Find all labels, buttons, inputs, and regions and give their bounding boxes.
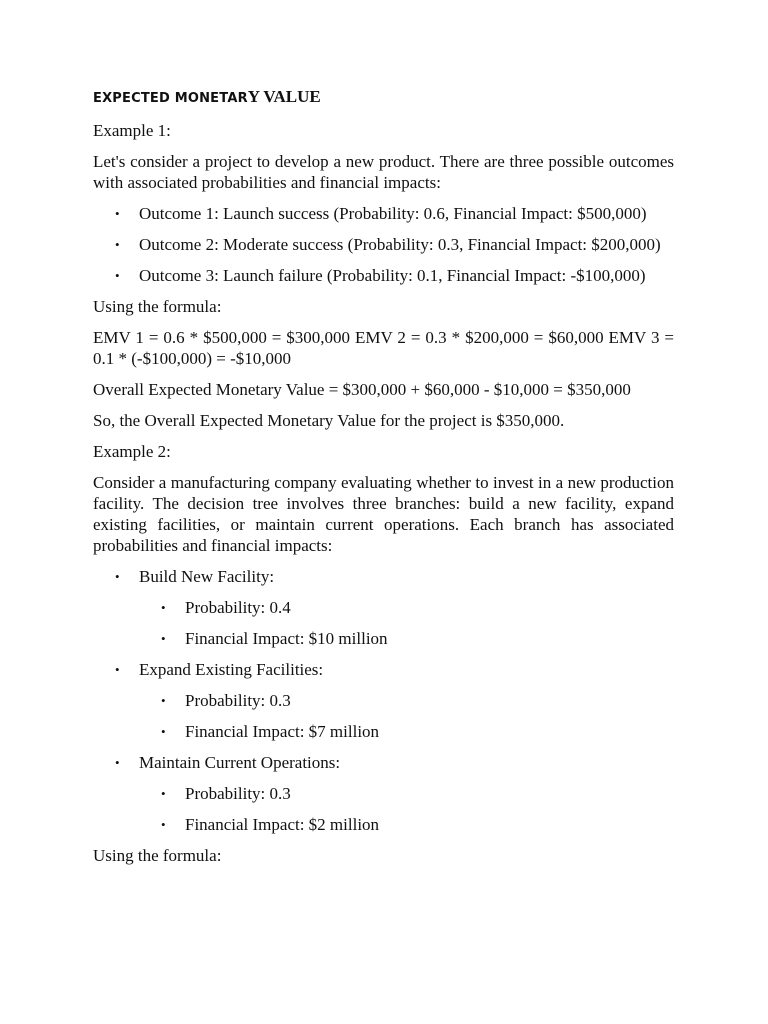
example1-heading: Example 1:: [93, 121, 171, 140]
branch-probability: • Probability: 0.3: [139, 783, 674, 804]
example2-formula-label: Using the formula:: [93, 846, 222, 865]
document-page: [93, 86, 674, 876]
branch-label: Maintain Current Operations:: [139, 753, 341, 772]
branch-impact: • Financial Impact: $7 million: [139, 721, 674, 742]
outcome-item-3: • Outcome 3: Launch failure (Probability: 0.1, Financial Impact: -$100,000): [93, 265, 674, 286]
example1-overall-emv: Overall Expected Monetary Value = $300,000 + $60,000 - $10,000 = $350,000: [93, 380, 631, 399]
example2-branch-list: [93, 566, 674, 835]
branch-detail-list: [139, 783, 674, 835]
title-caps-part: EXPECTED MONETAR: [93, 91, 248, 106]
example2-intro: Consider a manufacturing company evaluating whether to invest in a new production facility. The decision tree involves three branches: build a new facility, expand existing facilities, or maintain current operations. Each branch has associated probabilities and financial impacts:: [93, 473, 674, 555]
document-title: [93, 86, 674, 110]
branch-probability: • Probability: 0.4: [139, 597, 674, 618]
branch-detail-list: [139, 690, 674, 742]
outcome-item-2: • Outcome 2: Moderate success (Probability: 0.3, Financial Impact: $200,000): [93, 234, 674, 255]
branch-item-expand-existing: [93, 659, 674, 742]
example1-intro: Let's consider a project to develop a new product. There are three possible outcomes with associated probabilities and financial impacts:: [93, 152, 674, 192]
branch-impact: • Financial Impact: $2 million: [139, 814, 674, 835]
branch-label: Expand Existing Facilities:: [139, 660, 324, 679]
example1-outcome-list: [93, 203, 674, 286]
title-serif-part: Y VALUE: [247, 87, 321, 106]
branch-detail-list: [139, 597, 674, 649]
example1-conclusion: So, the Overall Expected Monetary Value for the project is $350,000.: [93, 411, 565, 430]
branch-probability: • Probability: 0.3: [139, 690, 674, 711]
example2-heading: Example 2:: [93, 442, 171, 461]
outcome-item-1: • Outcome 1: Launch success (Probability: 0.6, Financial Impact: $500,000): [93, 203, 674, 224]
branch-item-build-new: [93, 566, 674, 649]
example1-emv-calculation: EMV 1 = 0.6 * $500,000 = $300,000 EMV 2 = 0.3 * $200,000 = $60,000 EMV 3 = 0.1 * (-$100,000) = -$10,000: [93, 328, 674, 368]
branch-impact: • Financial Impact: $10 million: [139, 628, 674, 649]
example1-formula-label: Using the formula:: [93, 297, 222, 316]
branch-item-maintain-current: [93, 752, 674, 835]
branch-label: Build New Facility:: [139, 567, 275, 586]
